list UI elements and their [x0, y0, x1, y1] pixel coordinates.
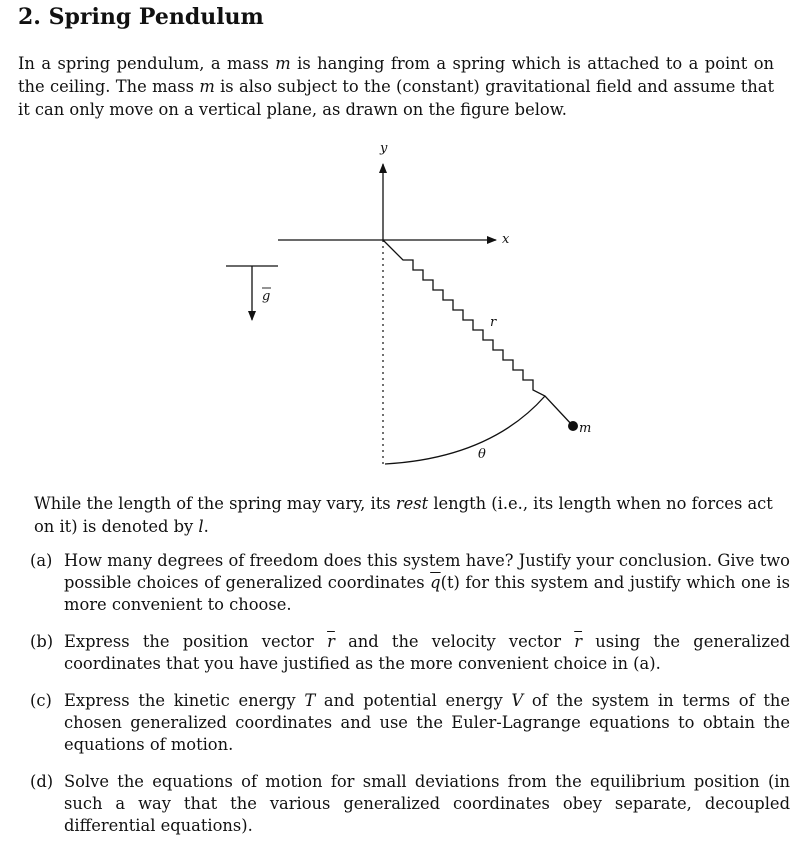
- spring-pendulum-figure: [0, 130, 808, 480]
- rest-emphasis: rest: [395, 494, 429, 513]
- question-a: [30, 550, 790, 616]
- mass-symbol: m: [199, 77, 215, 96]
- spring-length-label: r: [490, 315, 497, 330]
- question-label: (c): [30, 691, 52, 710]
- rest-length-text-2: length (i.e., its length when no forces act on it) is denoted by: [34, 494, 773, 536]
- gravity-label: g: [262, 289, 271, 304]
- question-text: Express the kinetic energy: [64, 691, 305, 710]
- question-text: and potential energy: [315, 691, 512, 710]
- question-text: of the system in terms of the chosen generalized coordinates and use the Euler-Lagrange equations to obtain the equations of motion.: [64, 691, 790, 754]
- angle-arc: [385, 396, 545, 464]
- question-b: [30, 631, 790, 675]
- velocity-vector-symbol: $\overline{r}$: [574, 632, 583, 651]
- y-axis-label: y: [380, 141, 388, 156]
- rest-length-text-3: .: [203, 517, 209, 536]
- question-text: using the generalized coordinates that you have justified as the more convenient choice in (a).: [64, 632, 791, 673]
- question-label: (b): [30, 632, 54, 651]
- question-c: [30, 690, 790, 756]
- question-label: (d): [30, 772, 54, 791]
- x-axis-label: x: [502, 232, 510, 247]
- question-text: Express the position vector: [64, 632, 328, 651]
- intro-paragraph: [18, 52, 774, 121]
- time-argument: (t): [440, 573, 460, 592]
- question-text: and the velocity vector: [334, 632, 575, 651]
- intro-text-3: is also subject to the (constant) gravitational field and assume that it can only move on a vertical plane, as drawn on the figure below.: [18, 77, 774, 119]
- mass-label: m: [579, 421, 592, 436]
- intro-text-2: is hanging from a spring which is attached to a point on the ceiling. The mass: [18, 54, 774, 96]
- spring: [383, 240, 573, 426]
- section-title: 2. Spring Pendulum: [18, 4, 264, 30]
- question-text: for this system and justify which one is more convenient to choose.: [64, 573, 790, 614]
- position-vector-symbol: $\overline{r}$: [327, 632, 335, 651]
- potential-energy-symbol: V: [511, 691, 524, 710]
- intro-text-1: In a spring pendulum, a mass: [18, 54, 276, 73]
- question-label: (a): [30, 551, 53, 570]
- angle-label: θ: [478, 447, 486, 462]
- rest-length-paragraph: [34, 492, 790, 538]
- rest-length-symbol: l: [198, 517, 204, 536]
- kinetic-energy-symbol: T: [304, 691, 316, 710]
- question-text: How many degrees of freedom does this system have? Justify your conclusion. Give two possible choices of generalized coordinates: [64, 551, 790, 592]
- rest-length-text-1: While the length of the spring may vary, its: [34, 494, 396, 513]
- generalized-coordinates-symbol: $\overline{q}$: [430, 573, 441, 592]
- question-text: Solve the equations of motion for small deviations from the equilibrium position (in such a way that the various generalized coordinates obey separate, decoupled differential equations).: [64, 772, 790, 835]
- question-list: [30, 550, 790, 837]
- mass-symbol: m: [275, 54, 291, 73]
- mass-bob: [568, 421, 578, 431]
- question-d: [30, 771, 790, 837]
